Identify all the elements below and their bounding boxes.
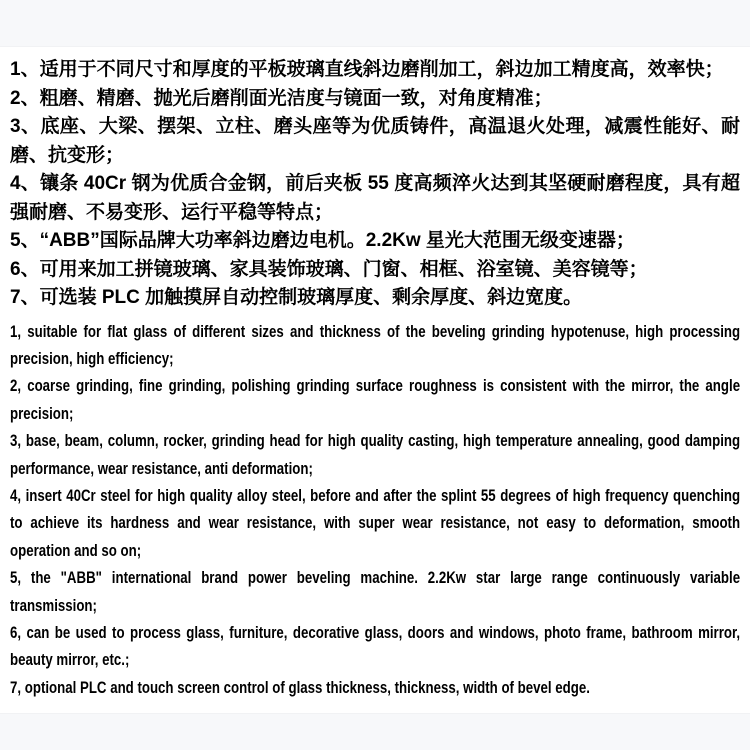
en-feature-3: 3, base, beam, column, rocker, grinding head for high quality casting, high temperature annealing, good damping performance, wear resistance, anti deformation; [10,431,741,478]
cn-feature-5: 5、“ABB”国际品牌大功率斜边磨边电机。2.2Kw 星光大范围无级变速器； [10,230,635,251]
cn-feature-4: 4、镶条 40Cr 钢为优质合金钢，前后夹板 55 度高频淬火达到其坚硬耐磨程度，具有超强耐磨、不易变形、运行平稳等特点； [10,173,740,223]
bottom-margin-band [0,713,750,750]
cn-feature-7: 7、可选装 PLC 加触摸屏自动控制玻璃厚度、剩余厚度、斜边宽度。 [10,287,583,308]
top-margin-band [0,0,750,47]
en-feature-1: 1, suitable for flat glass of different sizes and thickness of the beveling grinding hypotenuse, high processing precision, high efficiency; [10,321,741,368]
en-feature-5: 5, the "ABB" international brand power beveling machine. 2.2Kw star large range continuously variable transmission; [10,568,741,615]
cn-feature-6: 6、可用来加工拼镜玻璃、家具装饰玻璃、门窗、相框、浴室镜、美容镜等； [10,258,648,280]
en-feature-2: 2, coarse grinding, fine grinding, polishing grinding surface roughness is consistent with the mirror, the angle precision; [10,376,741,423]
cn-feature-2: 2、粗磨、精磨、抛光后磨削面光洁度与镜面一致，对角度精准； [10,87,553,109]
en-feature-6: 6, can be used to process glass, furniture, decorative glass, doors and windows, photo frame, bathroom mirror, beauty mirror, etc.; [10,622,741,670]
product-description-content [10,56,740,701]
en-feature-4: 4, insert 40Cr steel for high quality alloy steel, before and after the splint 55 degrees of high frequency quenching to achieve its hardness and wear resistance, with super wear resistance, not easy to deformation, smooth operation and so on; [10,485,741,560]
cn-feature-3: 3、底座、大梁、摆架、立柱、磨头座等为优质铸件，高温退火处理，减震性能好、耐磨、抗变形； [10,116,740,166]
cn-feature-1: 1、适用于不同尺寸和厚度的平板玻璃直线斜边磨削加工，斜边加工精度高，效率快； [10,59,724,80]
english-feature-list [10,318,740,702]
chinese-feature-list [10,56,740,313]
en-feature-7: 7, optional PLC and touch screen control of glass thickness, thickness, width of bevel edge. [10,677,590,697]
